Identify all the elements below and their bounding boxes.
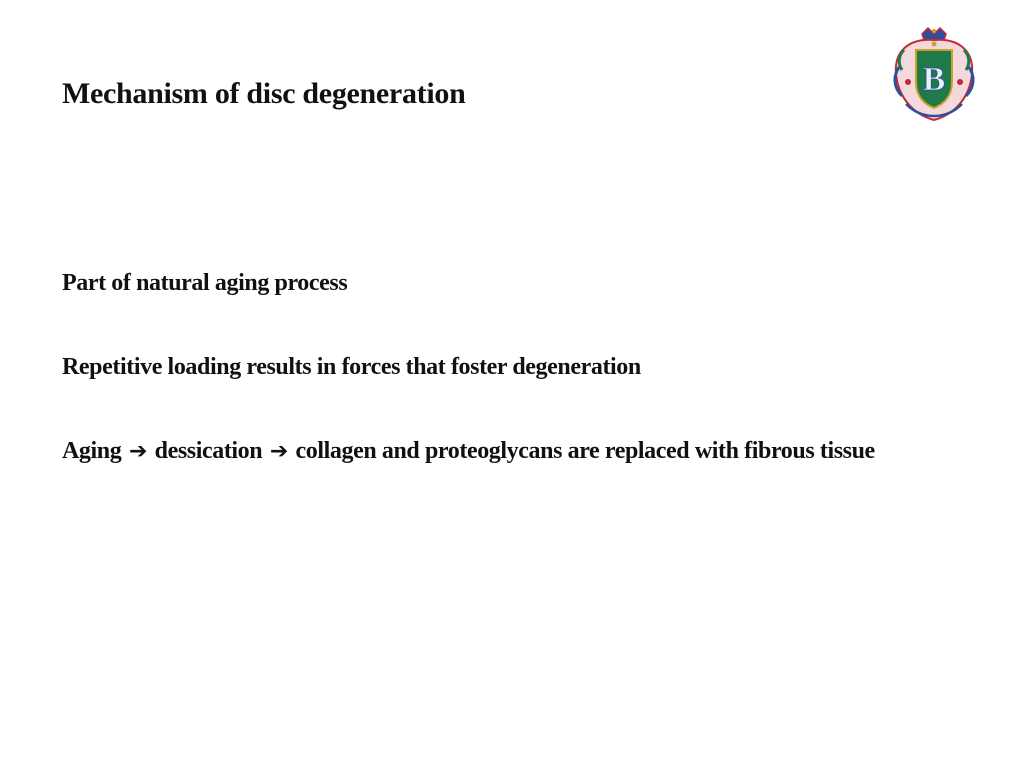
aging-text: Aging <box>62 438 122 464</box>
arrow-right-icon: ➔ <box>269 439 288 464</box>
university-crest-icon <box>888 26 980 122</box>
replacement-text: collagen and proteoglycans are replaced with fibrous tissue <box>295 438 875 464</box>
logo-monogram: B <box>922 61 946 98</box>
arrow-right-icon: ➔ <box>128 439 148 464</box>
bullet-repetitive-loading: Repetitive loading results in forces that foster degeneration <box>62 354 641 380</box>
dessication-text: dessication <box>154 438 263 464</box>
bullet-aging-process: Part of natural aging process <box>62 270 348 296</box>
bullet-aging-chain <box>62 434 922 469</box>
slide-title: Mechanism of disc degeneration <box>62 77 466 110</box>
slide-body <box>62 266 922 519</box>
